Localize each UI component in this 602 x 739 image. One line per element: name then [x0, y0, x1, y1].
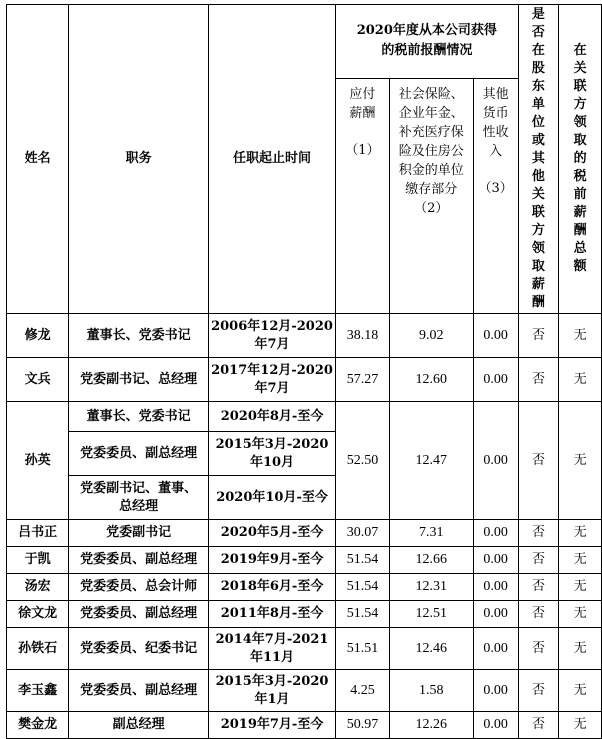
related-cell: 无 — [559, 547, 602, 574]
position-cell: 党委委员、总会计师 — [69, 574, 209, 601]
term-cell: 2015年3月-2020年1月 — [209, 670, 336, 712]
salary-cell: 4.25 — [336, 670, 390, 712]
position-cell: 党委委员、纪委书记 — [69, 628, 209, 670]
header-term: 任职起止时间 — [209, 5, 336, 314]
name-cell: 徐文龙 — [7, 601, 69, 628]
term-cell: 2020年8月-至今 — [209, 402, 336, 432]
social-cell: 12.60 — [389, 358, 473, 402]
position-cell: 党委委员、副总经理 — [69, 670, 209, 712]
name-cell: 孙英 — [7, 402, 69, 520]
term-cell: 2015年3月-2020年10月 — [209, 432, 336, 476]
other-cell: 0.00 — [473, 628, 518, 670]
salary-cell: 51.54 — [336, 574, 390, 601]
social-cell: 12.51 — [389, 601, 473, 628]
social-cell: 1.58 — [389, 670, 473, 712]
term-cell: 2017年12月-2020年7月 — [209, 358, 336, 402]
shareholder-cell: 否 — [518, 547, 559, 574]
shareholder-cell: 否 — [518, 402, 559, 520]
name-cell: 樊金龙 — [7, 712, 69, 739]
header-position: 职务 — [69, 5, 209, 314]
related-cell: 无 — [559, 314, 602, 358]
term-cell: 2006年12月-2020年7月 — [209, 314, 336, 358]
other-cell: 0.00 — [473, 547, 518, 574]
position-cell: 董事长、党委书记 — [69, 314, 209, 358]
salary-cell: 57.27 — [336, 358, 390, 402]
position-cell: 党委委员、副总经理 — [69, 601, 209, 628]
social-cell: 9.02 — [389, 314, 473, 358]
shareholder-cell: 否 — [518, 670, 559, 712]
term-cell: 2020年5月-至今 — [209, 520, 336, 547]
table-row — [7, 314, 602, 358]
social-cell: 7.31 — [389, 520, 473, 547]
shareholder-cell: 否 — [518, 601, 559, 628]
name-cell: 李玉鑫 — [7, 670, 69, 712]
header-pay-group: 2020年度从本公司获得的税前报酬情况 — [336, 5, 519, 79]
table-row — [7, 670, 602, 712]
table-row — [7, 574, 602, 601]
header-shareholder: 是否在股东单位或其他关联方领取薪酬 — [518, 5, 559, 314]
social-cell: 12.47 — [389, 402, 473, 520]
term-cell: 2018年6月-至今 — [209, 574, 336, 601]
position-cell: 党委副书记、总经理 — [69, 358, 209, 402]
position-cell: 董事长、党委书记 — [69, 402, 209, 432]
table-row — [7, 358, 602, 402]
term-cell: 2014年7月-2021年11月 — [209, 628, 336, 670]
related-cell: 无 — [559, 402, 602, 520]
compensation-table-wrapper — [6, 4, 602, 739]
salary-cell: 50.97 — [336, 712, 390, 739]
shareholder-cell: 否 — [518, 520, 559, 547]
position-cell: 党委副书记 — [69, 520, 209, 547]
header-name: 姓名 — [7, 5, 69, 314]
name-cell: 孙铁石 — [7, 628, 69, 670]
other-cell: 0.00 — [473, 670, 518, 712]
table-row — [7, 402, 602, 432]
salary-cell: 51.54 — [336, 601, 390, 628]
term-cell: 2019年7月-至今 — [209, 712, 336, 739]
name-cell: 于凯 — [7, 547, 69, 574]
salary-cell: 51.54 — [336, 547, 390, 574]
header-other: 其他货币性收入 （3） — [473, 78, 518, 314]
social-cell: 12.31 — [389, 574, 473, 601]
shareholder-cell: 否 — [518, 712, 559, 739]
header-salary: 应付薪酬 （1） — [336, 78, 390, 314]
header-social: 社会保险、企业年金、补充医疗保险及住房公积金的单位缴存部分 （2） — [389, 78, 473, 314]
table-row — [7, 712, 602, 739]
table-row — [7, 520, 602, 547]
other-cell: 0.00 — [473, 712, 518, 739]
name-cell: 文兵 — [7, 358, 69, 402]
related-cell: 无 — [559, 628, 602, 670]
social-cell: 12.26 — [389, 712, 473, 739]
table-row — [7, 628, 602, 670]
other-cell: 0.00 — [473, 520, 518, 547]
compensation-table — [6, 4, 602, 739]
position-cell: 党委副书记、董事、总经理 — [69, 476, 209, 520]
header-related: 在关联方领取的税前薪酬总额 — [559, 5, 602, 314]
shareholder-cell: 否 — [518, 358, 559, 402]
related-cell: 无 — [559, 358, 602, 402]
shareholder-cell: 否 — [518, 574, 559, 601]
name-cell: 吕书正 — [7, 520, 69, 547]
related-cell: 无 — [559, 712, 602, 739]
shareholder-cell: 否 — [518, 628, 559, 670]
other-cell: 0.00 — [473, 314, 518, 358]
other-cell: 0.00 — [473, 601, 518, 628]
name-cell: 汤宏 — [7, 574, 69, 601]
social-cell: 12.46 — [389, 628, 473, 670]
social-cell: 12.66 — [389, 547, 473, 574]
related-cell: 无 — [559, 574, 602, 601]
other-cell: 0.00 — [473, 574, 518, 601]
salary-cell: 30.07 — [336, 520, 390, 547]
related-cell: 无 — [559, 601, 602, 628]
term-cell: 2011年8月-至今 — [209, 601, 336, 628]
salary-cell: 52.50 — [336, 402, 390, 520]
other-cell: 0.00 — [473, 402, 518, 520]
table-row — [7, 601, 602, 628]
term-cell: 2019年9月-至今 — [209, 547, 336, 574]
table-row — [7, 547, 602, 574]
salary-cell: 51.51 — [336, 628, 390, 670]
salary-cell: 38.18 — [336, 314, 390, 358]
header-row-1 — [7, 5, 602, 79]
related-cell: 无 — [559, 670, 602, 712]
name-cell: 修龙 — [7, 314, 69, 358]
shareholder-cell: 否 — [518, 314, 559, 358]
position-cell: 副总经理 — [69, 712, 209, 739]
position-cell: 党委委员、副总经理 — [69, 432, 209, 476]
term-cell: 2020年10月-至今 — [209, 476, 336, 520]
other-cell: 0.00 — [473, 358, 518, 402]
related-cell: 无 — [559, 520, 602, 547]
position-cell: 党委委员、副总经理 — [69, 547, 209, 574]
